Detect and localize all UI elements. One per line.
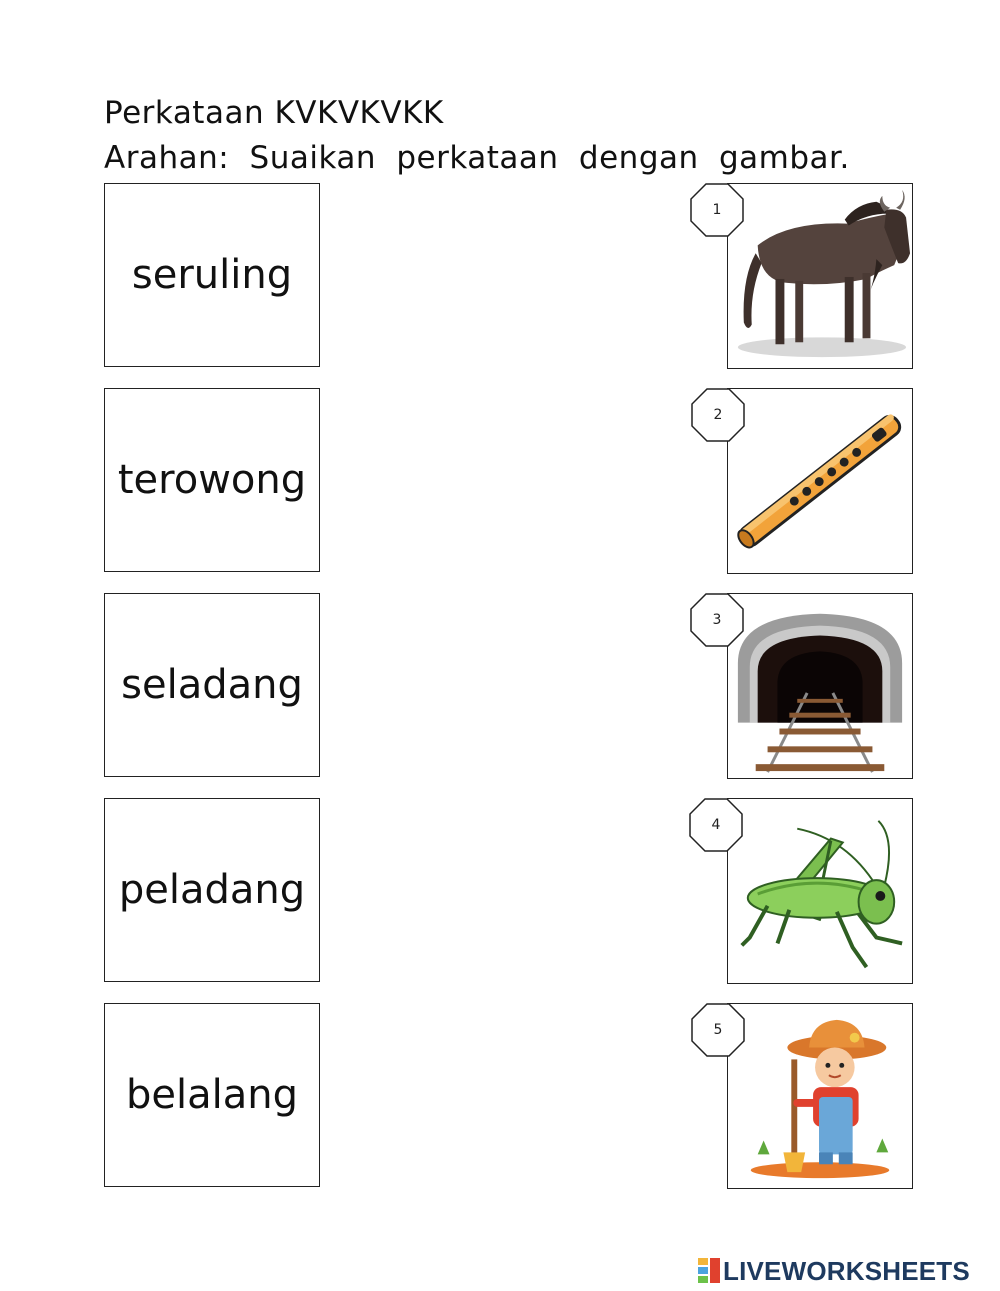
worksheet-title: Perkataan KVKVKVKK [104, 95, 444, 131]
number-badge-1 [689, 182, 745, 238]
badge-number: 2 [713, 407, 723, 423]
word-card-3[interactable] [104, 593, 320, 777]
badge-number: 3 [712, 612, 722, 628]
picture-card-2[interactable] [727, 388, 913, 574]
wildebeest-icon [728, 184, 912, 368]
word-label: terowong [117, 457, 307, 503]
tunnel-icon [728, 594, 912, 778]
picture-card-5[interactable] [727, 1003, 913, 1189]
badge-number: 5 [713, 1022, 723, 1038]
badge-number: 4 [711, 817, 721, 833]
picture-card-1[interactable] [727, 183, 913, 369]
flute-icon [728, 389, 912, 573]
number-badge-3 [689, 592, 745, 648]
word-card-1[interactable] [104, 183, 320, 367]
brand-name: LIVEWORKSHEETS [723, 1255, 970, 1286]
picture-card-4[interactable] [727, 798, 913, 984]
liveworksheets-brand[interactable] [698, 1256, 970, 1286]
picture-card-3[interactable] [727, 593, 913, 779]
badge-number: 1 [712, 202, 722, 218]
word-card-2[interactable] [104, 388, 320, 572]
word-label: seruling [131, 252, 293, 298]
word-label: belalang [126, 1072, 298, 1118]
grasshopper-icon [728, 799, 912, 983]
number-badge-2 [690, 387, 746, 443]
number-badge-5 [690, 1002, 746, 1058]
word-label: peladang [118, 867, 306, 913]
instruction-text: Arahan: Suaikan perkataan dengan gambar. [104, 140, 850, 176]
number-badge-4 [688, 797, 744, 853]
word-card-5[interactable] [104, 1003, 320, 1187]
word-card-4[interactable] [104, 798, 320, 982]
farmer-icon [728, 1004, 912, 1188]
liveworksheets-logo-icon [698, 1258, 720, 1284]
word-label: seladang [121, 662, 303, 708]
